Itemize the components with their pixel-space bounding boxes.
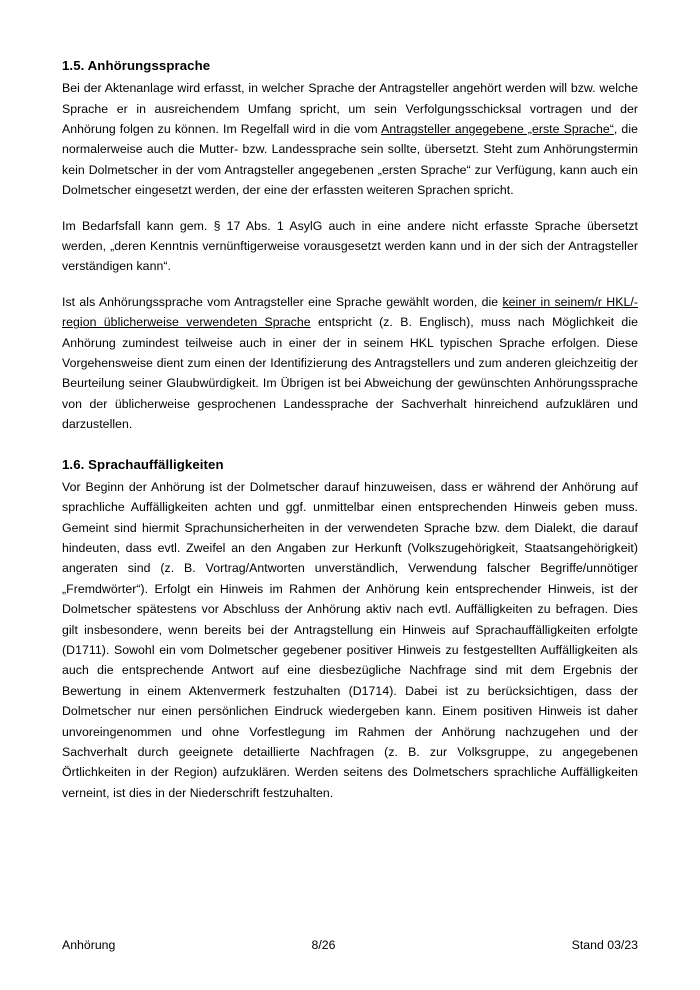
footer-left-label: Anhörung bbox=[62, 938, 116, 952]
section-heading-1-6: 1.6. Sprachauffälligkeiten bbox=[62, 456, 224, 472]
paragraph-text: , die normalerweise auch die Mutter- bzw. Landessprache sein sollte, übersetzt. Steht zum Anhörungstermin kein Dolmetscher in der vom Antragsteller angegebenen „ersten Sprache“ zur Verfügung, kann auch ein Dolmetscher eingesetzt werden, der eine der erfassten weiteren Sprachen spricht. bbox=[62, 121, 638, 198]
paragraph-text: Vor Beginn der Anhörung ist der Dolmetscher darauf hinzuweisen, dass er während der Anhörung auf sprachliche Auffälligkeiten achten und ggf. unmittelbar einen entsprechenden Hinweis geben muss. Gemeint sind hiermit Sprachunsicherheiten in der verwendeten Sprache bzw. dem Dialekt, die darauf hindeuten, dass evtl. Zweifel an den Angaben zur Herkunft (Volkszugehörigkeit, Staatsangehörigkeit) angeraten sind (z. B. Vortrag/Antworten unverständlich, Verwendung falscher Begriffe/unnötiger „Fremdwörter“). Erfolgt ein Hinweis im Rahmen der Anhörung kein entsprechender Hinweis, ist der Dolmetscher spätestens vor Abschluss der Anhörung aktiv nach evtl. Auffälligkeiten zu befragen. Dies gilt insbesondere, wenn bereits bei der Antragstellung ein Hinweis auf Sprachauffälligkeiten erfolgte (D1711). Sowohl ein vom Dolmetscher gegebener positiver Hinweis zu festgestellten Auffälligkeiten als auch die entsprechende Antwort auf eine diesbezügliche Nachfrage sind mit dem Ergebnis der Bewertung in einem Aktenvermerk festzuhalten (D1714). Dabei ist zu berücksichtigen, dass der Dolmetscher nur einen persönlichen Eindruck wiedergeben kann. Einem positiven Hinweis ist daher unvoreingenommen und ohne Vorfestlegung im Rahmen der Anhörung nachzugehen und der Sachverhalt durch geeignete detaillierte Nachfragen (z. B. zur Volksgruppe, zu angegebenen Örtlichkeiten in der Region) aufzuklären. Werden seitens des Dolmetschers sprachliche Auffälligkeiten verneint, ist dies in der Niederschrift festzuhalten. bbox=[62, 479, 638, 800]
paragraph-sprachauffaelligkeiten-1 bbox=[62, 477, 638, 804]
section-heading-1-5: 1.5. Anhörungssprache bbox=[62, 58, 211, 73]
footer-page-number: 8/26 bbox=[311, 938, 336, 952]
paragraph-anhoerungssprache-3 bbox=[62, 292, 638, 435]
paragraph-text: Ist als Anhörungssprache vom Antragsteller eine Sprache gewählt worden, die bbox=[62, 294, 503, 309]
paragraph-text: entspricht (z. B. Englisch), muss nach Möglichkeit die Anhörung zumindest teilweise auch in einer der in seinem HKL typischen Sprache erfolgen. Diese Vorgehensweise dient zum einen der Identifizierung des Antragstellers und zum anderen gleichzeitig der Beurteilung seiner Glaubwürdigkeit. Im Übrigen ist bei Abweichung der gewünschten Anhörungssprache von der üblicherweise gesprochenen Landessprache der Sachverhalt hinreichend aufzuklären und darzustellen. bbox=[62, 315, 638, 432]
page-footer bbox=[62, 938, 638, 952]
underlined-phrase-hkl-sprache: keiner in seinem/r HKL/-region üblicherweise verwendeten Sprache bbox=[62, 294, 638, 330]
paragraph-anhoerungssprache-1 bbox=[62, 78, 638, 200]
paragraph-text: Bei der Aktenanlage wird erfasst, in welcher Sprache der Antragsteller angehört werden will bzw. welche Sprache er in ausreichendem Umfang spricht, um sein Verfolgungsschicksal vortragen und der Anhörung folgen zu können. Im Regelfall wird in die vom bbox=[62, 81, 638, 136]
footer-version-label: Stand 03/23 bbox=[571, 938, 638, 952]
paragraph-anhoerungssprache-2 bbox=[62, 216, 638, 277]
underlined-phrase-erste-sprache: Antragsteller angegebene „erste Sprache“ bbox=[381, 121, 614, 136]
paragraph-text: Im Bedarfsfall kann gem. § 17 Abs. 1 AsylG auch in eine andere nicht erfasste Sprache übersetzt werden, „deren Kenntnis vernünftigerweise vorausgesetzt werden kann und in der sich der Antragsteller verständigen kann“. bbox=[62, 218, 638, 274]
